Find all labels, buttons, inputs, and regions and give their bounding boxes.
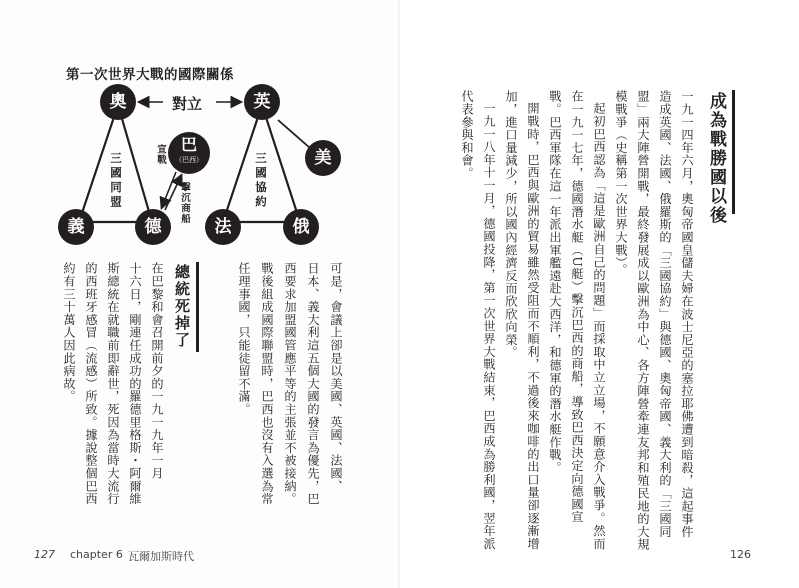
section-heading: 成為戰勝國以後 bbox=[706, 92, 726, 225]
right-line-8: 開戰時，巴西與歐洲的貿易雖然受阻而不順利，不過後來咖啡的出口量卻逐漸增 bbox=[526, 102, 540, 550]
declare-war-label: 宣戰 bbox=[155, 144, 166, 165]
left-page bbox=[0, 0, 399, 588]
node-russia: 俄 bbox=[283, 209, 319, 245]
section-heading-bar bbox=[732, 90, 735, 214]
right-line-5: 起初巴西認為「這是歐洲自己的問題」而採取中立立場，不願意介入戰爭。然而 bbox=[592, 102, 606, 550]
sidebar-line-2: 十六日，剛連任成功的羅德里格斯・阿爾維 bbox=[128, 262, 142, 506]
right-page-number: 126 bbox=[730, 548, 751, 561]
sidebar-heading: 總統死掉了 bbox=[173, 264, 191, 349]
continued-line-3: 西要求加盟國管應平等的主張並不被接納。 bbox=[283, 262, 297, 506]
node-france: 法 bbox=[205, 209, 241, 245]
right-line-3: 盟」兩大陣營開戰，最終發展成以歐洲為中心、各方陣營牽連友邦和殖民地的大規 bbox=[636, 90, 650, 551]
node-italy: 義 bbox=[58, 209, 94, 245]
right-line-7: 戰。巴西軍隊在這一年派出軍艦遠赴大西洋，和德軍的潛水艇作戰。 bbox=[548, 90, 562, 474]
continued-line-5: 任理事國，只能徒留不滿。 bbox=[237, 262, 251, 416]
sidebar-line-3: 斯總統在就職前即辭世，死因為當時大流行 bbox=[106, 262, 120, 506]
right-line-4: 模戰爭（史稱第一次世界大戰）。 bbox=[614, 90, 628, 276]
node-austria: 奧 bbox=[100, 84, 136, 120]
sink-ships-label: 擊沉商船 bbox=[179, 182, 190, 224]
right-line-1: 一九一四年六月，奧匈帝國皇儲夫婦在波士尼亞的塞拉耶佛遭到暗殺，這起事件 bbox=[680, 90, 694, 538]
triple-alliance-label: 三國同盟 bbox=[109, 152, 123, 210]
left-page-number: 127 bbox=[34, 548, 55, 561]
right-line-6: 在一九一七年，德國潛水艇（U艇）擊沉巴西的商船，導致巴西決定向德國宣 bbox=[570, 90, 584, 524]
right-line-9: 加，進口量減少，所以國內經濟反而欣欣向榮。 bbox=[504, 90, 518, 359]
continued-line-2: 日本、義大利這五個大國的發言為優先，巴 bbox=[306, 262, 320, 506]
sidebar-line-1: 在巴黎和會召開前夕的一九一九年一月 bbox=[150, 262, 164, 480]
continued-line-1: 可是，會議上卻是以美國、英國、法國、 bbox=[329, 262, 343, 493]
sidebar-line-5: 約有三十萬人因此病故。 bbox=[62, 262, 76, 403]
chapter-title: 瓦爾加斯時代 bbox=[128, 550, 194, 563]
usa-link bbox=[278, 120, 310, 148]
triple-entente-label: 三國協約 bbox=[254, 152, 268, 210]
sidebar-heading-bar bbox=[196, 262, 199, 352]
diagram-title: 第一次世界大戰的國際關係 bbox=[66, 67, 234, 83]
continued-line-4: 戰後組成國際聯盟時，巴西也沒有入選為常 bbox=[260, 262, 274, 506]
right-line-11: 代表參與和會。 bbox=[460, 90, 474, 180]
right-line-2: 造成英國、法國、俄羅斯的「三國協約」與德國、奧匈帝國、義大利的「三國同 bbox=[658, 90, 672, 538]
chapter-label: chapter 6 bbox=[70, 548, 123, 561]
right-line-10: 一九一八年十一月，德國投降，第一次世界大戰結束，巴西成為勝利國，翌年派 bbox=[482, 102, 496, 550]
node-britain: 英 bbox=[244, 84, 280, 120]
right-page bbox=[400, 0, 799, 588]
node-usa: 美 bbox=[305, 140, 341, 176]
sidebar-line-4: 的西班牙感冒（流感）所致。據說整個巴西 bbox=[84, 262, 98, 506]
opposition-label: 對立 bbox=[172, 95, 203, 113]
node-brazil-sublabel: （巴西） bbox=[175, 156, 203, 164]
node-germany: 德 bbox=[135, 209, 171, 245]
node-brazil-label: 巴 bbox=[180, 135, 197, 154]
node-brazil bbox=[168, 132, 210, 174]
